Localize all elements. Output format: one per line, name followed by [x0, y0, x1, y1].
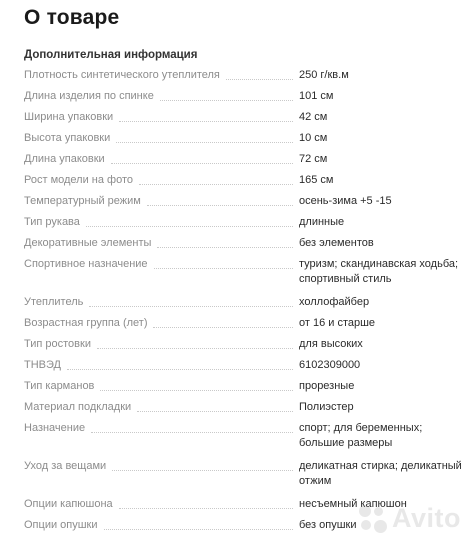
spec-key-wrap — [24, 400, 299, 415]
spec-row — [24, 215, 464, 230]
spec-row — [24, 194, 464, 209]
spec-leader-dots — [104, 529, 293, 530]
spec-row — [24, 518, 464, 533]
page-title: О товаре — [24, 6, 120, 29]
spec-leader-dots — [67, 369, 293, 370]
spec-leader-dots — [119, 121, 293, 122]
spec-value: деликатная стирка; деликатный отжим — [299, 460, 462, 487]
spec-key: Возрастная группа (лет) — [24, 317, 148, 329]
spec-key-wrap — [24, 236, 299, 251]
spec-key: Уход за вещами — [24, 460, 107, 472]
spec-value: 6102309000 — [299, 359, 361, 371]
spec-value: Полиэстер — [299, 401, 354, 413]
spec-leader-dots — [116, 142, 293, 143]
spec-value: холлофайбер — [299, 296, 370, 308]
spec-key: Тип рукава — [24, 216, 80, 228]
spec-key: Декоративные элементы — [24, 237, 152, 249]
spec-key: Назначение — [24, 422, 86, 434]
spec-leader-dots — [91, 432, 293, 433]
watermark-text: Avito — [392, 503, 461, 533]
spec-row — [24, 236, 464, 251]
spec-value: 72 см — [299, 153, 328, 165]
spec-row — [24, 152, 464, 167]
spec-value: несъемный капюшон — [299, 498, 407, 510]
spec-key: Высота упаковки — [24, 132, 111, 144]
spec-key-wrap — [24, 459, 299, 474]
spec-key-wrap — [24, 131, 299, 146]
spec-key: Тип ростовки — [24, 338, 91, 350]
spec-key: Спортивное назначение — [24, 258, 148, 270]
spec-value: осень-зима +5 -15 — [299, 195, 392, 207]
spec-row — [24, 400, 464, 415]
spec-value: без элементов — [299, 237, 374, 249]
spec-leader-dots — [86, 226, 293, 227]
spec-key: ТНВЭД — [24, 359, 61, 371]
spec-leader-dots — [160, 100, 293, 101]
spec-value: 101 см — [299, 90, 334, 102]
spec-key: Длина упаковки — [24, 153, 105, 165]
spec-value: для высоких — [299, 338, 363, 350]
spec-key-wrap — [24, 421, 299, 436]
spec-key: Плотность синтетического утеплителя — [24, 69, 220, 81]
spec-leader-dots — [100, 390, 293, 391]
spec-value: 165 см — [299, 174, 334, 186]
spec-row — [24, 257, 464, 287]
spec-leader-dots — [154, 268, 293, 269]
spec-row — [24, 497, 464, 512]
spec-leader-dots — [97, 348, 293, 349]
spec-row — [24, 379, 464, 394]
spec-value: спорт; для беременных; большие размеры — [299, 422, 423, 449]
spec-key-wrap — [24, 173, 299, 188]
spec-row — [24, 358, 464, 373]
spec-key: Рост модели на фото — [24, 174, 134, 186]
spec-key-wrap — [24, 295, 299, 310]
spec-key-wrap — [24, 110, 299, 125]
spec-key-wrap — [24, 152, 299, 167]
spec-leader-dots — [147, 205, 293, 206]
spec-key-wrap — [24, 194, 299, 209]
spec-row — [24, 316, 464, 331]
spec-leader-dots — [137, 411, 293, 412]
spec-value: 42 см — [299, 111, 328, 123]
spec-leader-dots — [153, 327, 293, 328]
spec-key: Тип карманов — [24, 380, 95, 392]
spec-leader-dots — [111, 163, 293, 164]
spec-value: от 16 и старше — [299, 317, 376, 329]
spec-key: Утеплитель — [24, 296, 84, 308]
section-heading: Дополнительная информация — [24, 49, 198, 61]
spec-key-wrap — [24, 518, 299, 533]
spec-row — [24, 173, 464, 188]
spec-key-wrap — [24, 257, 299, 272]
spec-key: Материал подкладки — [24, 401, 132, 413]
spec-key-wrap — [24, 358, 299, 373]
spec-row — [24, 459, 464, 489]
spec-row — [24, 337, 464, 352]
spec-key: Опции опушки — [24, 519, 98, 531]
spec-leader-dots — [157, 247, 293, 248]
spec-value: без опушки — [299, 519, 357, 531]
spec-leader-dots — [139, 184, 293, 185]
spec-leader-dots — [112, 470, 293, 471]
spec-key-wrap — [24, 337, 299, 352]
spec-key-wrap — [24, 68, 299, 83]
spec-row — [24, 295, 464, 310]
spec-row — [24, 421, 464, 451]
spec-key: Температурный режим — [24, 195, 141, 207]
spec-leader-dots — [89, 306, 293, 307]
spec-key-wrap — [24, 316, 299, 331]
spec-key: Опции капюшона — [24, 498, 113, 510]
spec-value: прорезные — [299, 380, 355, 392]
spec-leader-dots — [119, 508, 293, 509]
spec-value: туризм; скандинавская ходьба; спортивный стиль — [299, 258, 459, 285]
spec-key-wrap — [24, 497, 299, 512]
spec-row — [24, 89, 464, 104]
spec-key: Ширина упаковки — [24, 111, 114, 123]
spec-key: Длина изделия по спинке — [24, 90, 154, 102]
spec-key-wrap — [24, 89, 299, 104]
spec-key-wrap — [24, 379, 299, 394]
spec-value: длинные — [299, 216, 345, 228]
spec-row — [24, 68, 464, 83]
spec-key-wrap — [24, 215, 299, 230]
spec-leader-dots — [226, 79, 293, 80]
spec-value: 250 г/кв.м — [299, 69, 349, 81]
spec-value: 10 см — [299, 132, 328, 144]
spec-row — [24, 131, 464, 146]
spec-row — [24, 110, 464, 125]
